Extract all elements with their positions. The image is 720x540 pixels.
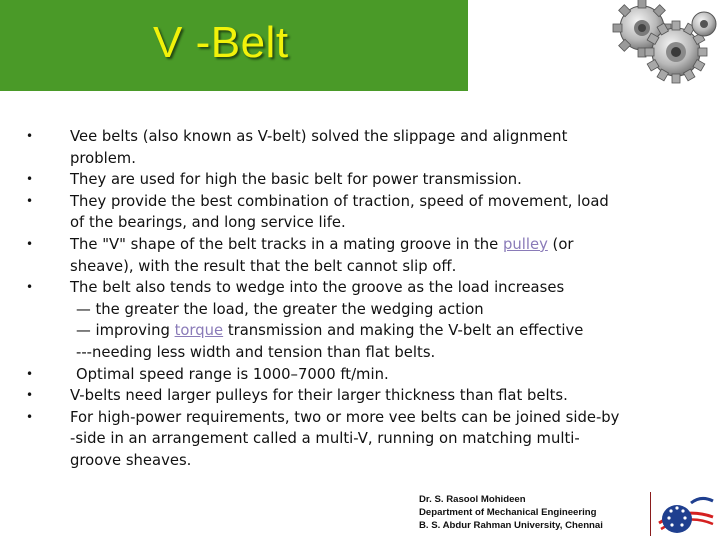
bullet-text: The belt also tends to wedge into the groove as the load increases (70, 279, 565, 297)
bullet-dot: • (26, 409, 34, 424)
bullet-text-continued: groove sheaves. (70, 451, 192, 469)
bullet-item (26, 191, 698, 234)
bullet-dot: • (26, 366, 34, 381)
bullet-text: Optimal speed range is 1000–7000 ft/min. (76, 365, 389, 383)
bullet-item (26, 277, 698, 363)
bullet-item (26, 234, 698, 277)
bullet-text: They provide the best combination of traction, speed of movement, load (70, 192, 609, 210)
bullet-dot: • (26, 388, 34, 403)
title-bar (0, 0, 468, 91)
author-department: Department of Mechanical Engineering (419, 507, 597, 518)
bullet-item (26, 364, 698, 386)
slide-title: V -Belt (153, 18, 289, 67)
bullet-dot: • (26, 280, 34, 295)
footer-divider (650, 492, 651, 536)
bullet-item (26, 385, 698, 407)
bullet-text-continued (70, 320, 698, 342)
bullet-item (26, 126, 698, 169)
bullet-text: Vee belts (also known as V-belt) solved the slippage and alignment (70, 128, 568, 145)
bullet-text: (or (547, 235, 574, 253)
bullet-dot: • (26, 236, 34, 251)
bullet-list (26, 126, 698, 472)
bullet-dot: • (26, 193, 34, 208)
bullet-dot: • (26, 172, 34, 187)
bullet-text: transmission and making the V-belt an effective (223, 322, 584, 340)
bullet-text-continued: of the bearings, and long service life. (70, 214, 346, 232)
pulley-link[interactable]: pulley (502, 235, 548, 253)
gears-icon (604, 0, 720, 98)
author-name: Dr. S. Rasool Mohideen (419, 494, 526, 505)
bullet-text: They are used for high the basic belt for power transmission. (70, 171, 522, 189)
bullet-text-continued: -side in an arrangement called a multi-V, running on matching multi- (70, 430, 580, 448)
bullet-text: — improving (76, 322, 175, 340)
author-university: B. S. Abdur Rahman University, Chennai (419, 520, 603, 531)
bullet-item (26, 407, 698, 472)
author-credit (419, 493, 603, 532)
bullet-dot: • (26, 129, 34, 143)
university-logo-icon (655, 491, 717, 537)
bullet-item (26, 169, 698, 191)
bullet-text-continued: sheave), with the result that the belt cannot slip off. (70, 257, 457, 275)
bullet-text: V-belts need larger pulleys for their larger thickness than flat belts. (70, 387, 568, 405)
bullet-text: For high-power requirements, two or more vee belts can be joined side-by (70, 408, 620, 426)
bullet-text-continued: problem. (70, 149, 136, 167)
bullet-text: The "V" shape of the belt tracks in a mating groove in the (70, 235, 503, 253)
bullet-text-continued: ---needing less width and tension than flat belts. (76, 343, 436, 361)
torque-link[interactable]: torque (174, 322, 224, 340)
bullet-text-continued: — the greater the load, the greater the wedging action (76, 300, 484, 318)
